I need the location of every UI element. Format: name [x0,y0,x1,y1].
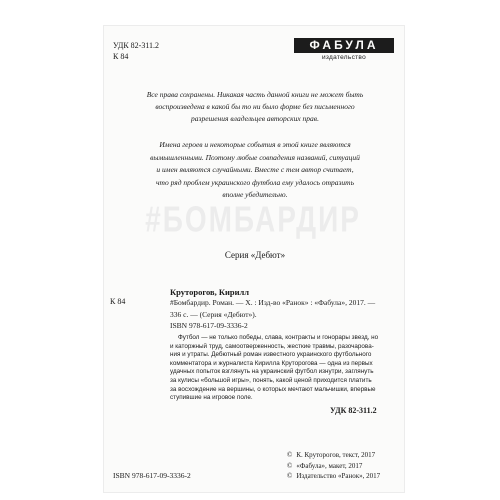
udk-block-top [113,40,159,62]
k-code-catalog: К 84 [110,297,126,306]
annotation-line: и каторжный труд, самоотверженность, жесткие травмы, разочарова- [170,342,374,350]
k-code: К 84 [113,52,129,61]
series-name: Серия «Дебют» [224,250,286,260]
isbn-catalog: ISBN 978-617-09-3336-2 [170,321,248,330]
fiction-disclaimer [110,139,400,202]
udk-code-bottom: УДК 82-311.2 [330,406,377,415]
annotation-line: за восхождение на вершины, о которых мечтают мальчишки, впервые [170,385,376,393]
copyright-sign: © [287,472,293,480]
show-through-title: #БОМБАРДИР [145,199,361,240]
copyright-text: Издательство «Ранок», 2017 [296,472,381,480]
rights-line: разрешения владельцев авторских прав. [191,114,319,123]
copyright-text: К. Круторогов, текст, 2017 [296,451,376,459]
fiction-line: и имен являются случайными. Вместе с тем автор считает, [156,165,354,174]
rights-notice [110,89,400,125]
annotation [170,334,396,403]
fiction-line: вымышленными. Поэтому любые совпадения названий, ситуаций [150,152,360,162]
rights-line: Все права сохранены. Никакая часть данной книги не может быть [146,90,364,99]
fiction-line: что ряд проблем украинского футбола ему удалось отразить [155,177,354,187]
copyright-block [287,450,380,482]
logo-subtitle: издательство [321,54,367,61]
fiction-line: Имена героев и некоторые события в этой книге являются [159,140,351,149]
bibliographic-record [170,297,394,320]
rights-line: воспроизведена в какой бы то ни было форме без письменного [155,102,355,111]
copyright-line [287,450,380,461]
annotation-line: ния и утраты. Дебютный роман известного украинского футбольного [170,351,372,359]
copyright-line [287,471,380,482]
copyright-sign: © [287,451,293,459]
copyright-text: «Фабула», макет, 2017 [296,461,363,470]
annotation-line: ступившие на игровое поле. [170,394,253,402]
fiction-line: вполне убедительно. [222,190,288,199]
annotation-line: удачных попыток взглянуть на украинский футбол изнутри, заглянуть [170,368,374,376]
isbn-bottom: ISBN 978-617-09-3336-2 [113,471,191,480]
udk-code: УДК 82-311.2 [113,41,160,50]
author-heading: Круторогов, Кирилл [170,287,250,297]
annotation-line: Футбол — не только победы, слава, контракты и гонорары звезд, но [178,334,379,341]
annotation-line: комментатора и журналиста Кирилла Круторогова — одна из первых [170,359,373,367]
biblio-line: 336 с. — (Серия «Дебют»). [170,309,257,319]
biblio-line: #Бомбардир. Роман. — Х. : Изд-во «Ранок» : «Фабула», 2017. — [170,298,376,307]
annotation-line: за кулисы «большой игры», понять, какой ценой приходится платить [170,376,372,384]
copyright-line [287,461,380,472]
copyright-sign: © [287,461,293,470]
logo-wordmark: ФАБУЛА [294,38,394,53]
publisher-logo [292,38,396,61]
